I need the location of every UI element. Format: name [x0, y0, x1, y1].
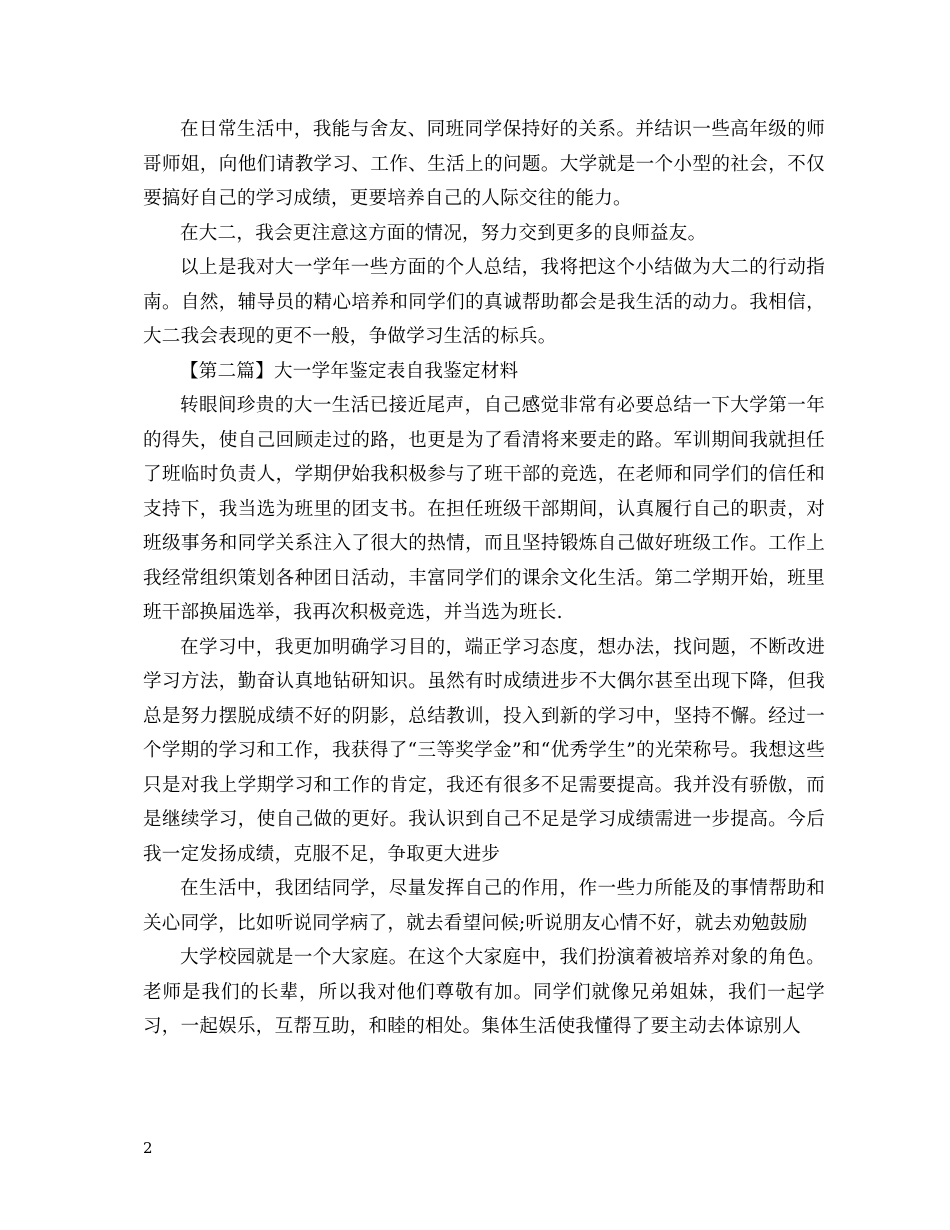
paragraph-sophomore-friends: 在大二，我会更注意这方面的情况，努力交到更多的良师益友。: [180, 222, 707, 244]
paragraph-study: 在学习中，我更加明确学习目的，端正学习态度，想办法，找问题，不断改进学习方法，勤奋认真地钻研知识。虽然有时成绩进步不大偶尔甚至出现下降，但我总是努力摆脱成绩不好的阴影，总结教训，投入到新的学习中，坚持不懈。经过一个学期的学习和工作，我获得了“三等奖学金”和“优秀学生”的光荣称号。我想这些只是对我上学期学习和工作的肯定，我还有很多不足需要提高。我并没有骄傲，而是继续学习，使自己做的更好。我认识到自己不足是学习成绩需进一步提高。今后我一定发扬成绩，克服不足，争取更大进步: [143, 636, 825, 865]
page-number: 2: [143, 1139, 153, 1157]
section-heading: 【第二篇】大一学年鉴定表自我鉴定材料: [180, 360, 519, 382]
paragraph-life: 在生活中，我团结同学，尽量发挥自己的作用，作一些力所能及的事情帮助和关心同学，比如听说同学病了，就去看望问候;听说朋友心情不好，就去劝勉鼓励: [143, 878, 825, 934]
paragraph-class-leader: 转眼间珍贵的大一生活已接近尾声，自己感觉非常有必要总结一下大学第一年的得失，使自己回顾走过的路，也更是为了看清将来要走的路。军训期间我就担任了班临时负责人，学期伊始我积极参与了班干部的竞选，在老师和同学们的信任和支持下，我当选为班里的团支书。在担任班级干部期间，认真履行自己的职责，对班级事务和同学关系注入了很大的热情，而且坚持锻炼自己做好班级工作。工作上我经常组织策划各种团日活动，丰富同学们的课余文化生活。第二学期开始，班里班干部换届选举，我再次积极竞选，并当选为班长.: [143, 395, 825, 623]
document-body: [143, 113, 825, 1045]
paragraph-roommates: 在日常生活中，我能与舍友、同班同学保持好的关系。并结识一些高年级的师哥师姐，向他们请教学习、工作、生活上的问题。大学就是一个小型的社会，不仅要搞好自己的学习成绩，更要培养自己的人际交往的能力。: [143, 119, 825, 209]
paragraph-summary-guide: 以上是我对大一学年一些方面的个人总结，我将把这个小结做为大二的行动指南。自然，辅导员的精心培养和同学们的真诚帮助都会是我生活的动力。我相信，大二我会表现的更不一般，争做学习生活的标兵。: [143, 257, 825, 347]
paragraph-campus-family: 大学校园就是一个大家庭。在这个大家庭中，我们扮演着被培养对象的角色。老师是我们的长辈，所以我对他们尊敬有加。同学们就像兄弟姐妹，我们一起学习，一起娱乐，互帮互助，和睦的相处。集体生活使我懂得了要主动去体谅别人: [143, 947, 825, 1037]
